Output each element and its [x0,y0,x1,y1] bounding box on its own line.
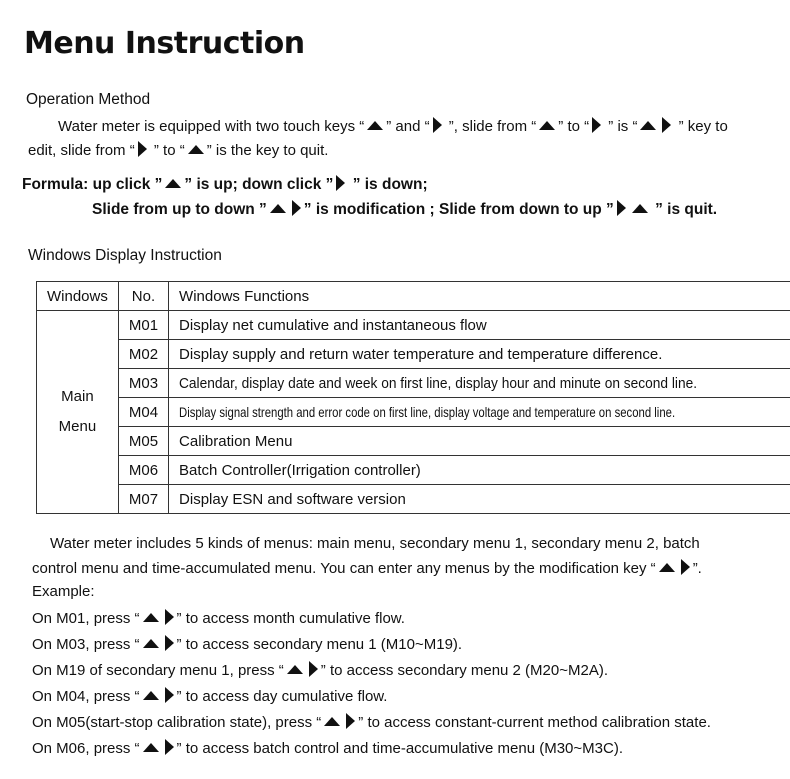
triangle-right-icon [165,609,174,625]
table-cell-func: Batch Controller(Irrigation controller) [169,456,790,485]
table-header: No. [118,282,168,311]
page-title: Menu Instruction [24,26,305,61]
func-text: Calendar, display date and week on first line, display hour and minute on second line. [179,374,698,392]
table-cell-func: Display ESN and software version [169,485,790,514]
triangle-right-icon [346,713,355,729]
table-cell-func: Display net cumulative and instantaneous flow [169,311,790,340]
triangle-right-icon [165,687,174,703]
example-label: Example: [32,583,95,600]
triangle-up-icon [143,743,159,752]
menus-para-line-2: control menu and time-accumulated menu. You can enter any menus by the modification key “ ”. [32,560,702,577]
triangle-up-icon [270,204,286,213]
table-cell-no: M05 [118,427,168,456]
group-label: Main [61,388,94,405]
table-row [37,456,790,485]
table-header: Windows Functions [169,282,790,311]
main-menu-group-cell [37,311,119,514]
triangle-up-icon [287,665,303,674]
triangle-right-icon [617,200,626,216]
triangle-up-icon [143,691,159,700]
table-cell-no: M06 [118,456,168,485]
triangle-right-icon [165,635,174,651]
triangle-up-icon [165,179,181,188]
group-label: Menu [58,418,97,435]
example-line: On M05(start-stop calibration state), press “ ” to access constant-current method calibration state. [32,714,711,731]
triangle-right-icon [165,739,174,755]
table-cell-func: Display supply and return water temperature and temperature difference. [169,340,790,369]
triangle-up-icon [143,613,159,622]
table-cell-func: Calibration Menu [169,427,790,456]
triangle-right-icon [592,117,601,133]
formula-line-2: Slide from up to down ” ” is modification ; Slide from down to up ” ” is quit. [92,201,718,218]
triangle-right-icon [433,117,442,133]
menus-para-line-1: Water meter includes 5 kinds of menus: main menu, secondary menu 1, secondary menu 2, batch [50,535,700,552]
triangle-right-icon [292,200,301,216]
operation-heading: Operation Method [26,91,151,108]
triangle-up-icon [367,121,383,130]
table-cell-no: M07 [118,485,168,514]
example-line: On M03, press “ ” to access secondary menu 1 (M10~M19). [32,636,463,653]
triangle-up-icon [324,717,340,726]
example-line: On M19 of secondary menu 1, press “ ” to access secondary menu 2 (M20~M2A). [32,662,609,679]
formula-line-1: Formula: up click ” ” is up; down click ” ” is down; [22,176,428,193]
func-text: Display signal strength and error code on first line, display voltage and temperature on second line. [179,403,676,420]
table-cell-no: M02 [118,340,168,369]
table-cell-no: M04 [118,398,168,427]
example-line: On M06, press “ ” to access batch control and time-accumulative menu (M30~M3C). [32,740,623,757]
table-cell-no: M03 [118,369,168,398]
windows-table [36,281,790,514]
triangle-up-icon [143,639,159,648]
operation-line-1: Water meter is equipped with two touch keys “ ” and “ ”, slide from “ ” to “ ” is “ ” key to [58,118,728,135]
triangle-up-icon [640,121,656,130]
example-line: On M04, press “ ” to access day cumulative flow. [32,688,388,705]
table-header-row [37,282,790,311]
triangle-right-icon [309,661,318,677]
triangle-up-icon [659,563,675,572]
table-cell-func [169,398,790,427]
table-header: Windows [37,282,119,311]
table-row [37,485,790,514]
windows-heading: Windows Display Instruction [28,247,222,264]
table-row [37,398,790,427]
triangle-right-icon [662,117,671,133]
table-row [37,427,790,456]
triangle-up-icon [188,145,204,154]
triangle-up-icon [539,121,555,130]
table-row [37,369,790,398]
table-cell-func [169,369,790,398]
triangle-up-icon [632,204,648,213]
triangle-right-icon [336,175,345,191]
triangle-right-icon [138,141,147,157]
table-row [37,311,790,340]
triangle-right-icon [681,559,690,575]
table-row [37,340,790,369]
example-line: On M01, press “ ” to access month cumulative flow. [32,610,405,627]
operation-line-2: edit, slide from “ ” to “ ” is the key to quit. [28,142,329,159]
table-cell-no: M01 [118,311,168,340]
